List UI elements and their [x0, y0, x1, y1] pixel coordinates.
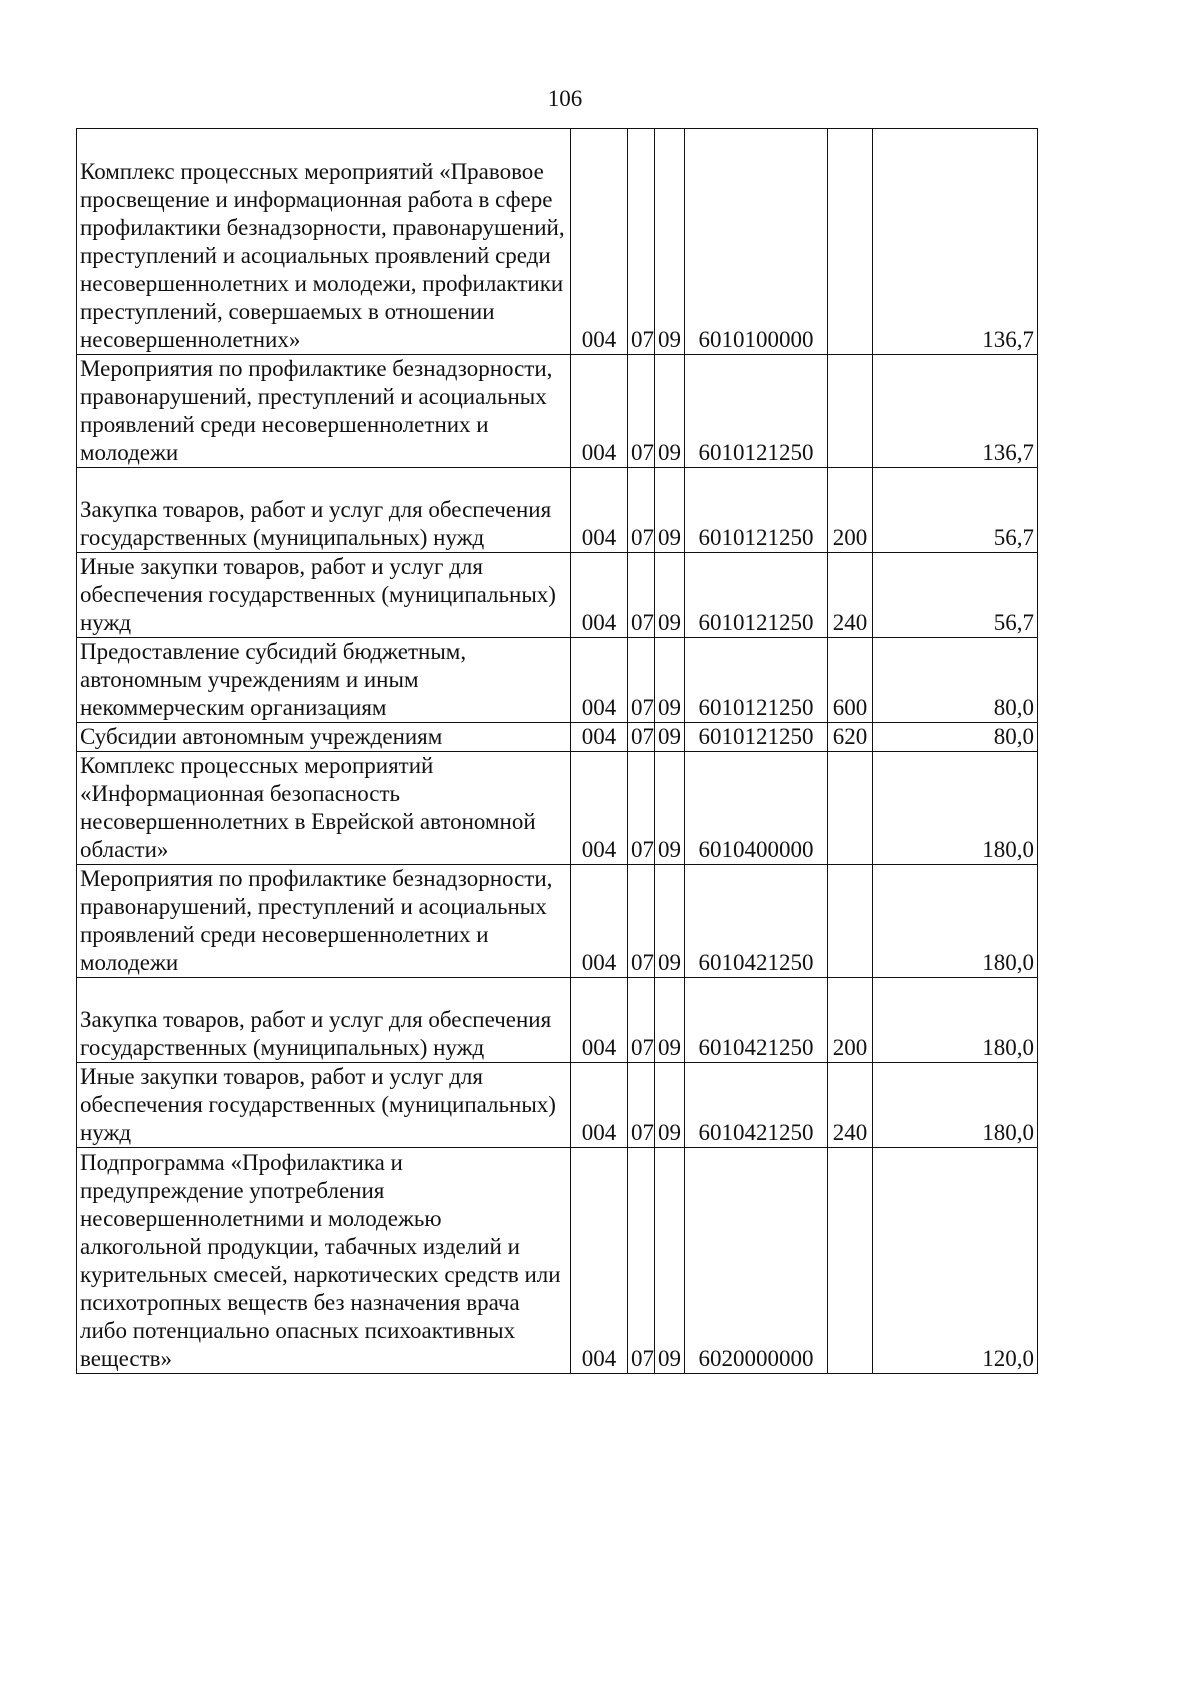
row-name-cell: Мероприятия по профилактике безнадзорности, правонарушений, преступлений и асоциальных проявлений среди несовершеннолетних и молодежи [77, 865, 571, 978]
expense-type-cell: 240 [828, 553, 873, 638]
ved-code-cell: 004 [571, 638, 628, 723]
amount-cell: 120,0 [873, 1148, 1038, 1374]
expense-type-cell [828, 129, 873, 355]
expense-type-cell: 620 [828, 723, 873, 752]
table-row [77, 553, 1038, 638]
row-name-cell: Закупка товаров, работ и услуг для обеспечения государственных (муниципальных) нужд [77, 978, 571, 1063]
expense-type-cell: 200 [828, 468, 873, 553]
ved-code-cell: 004 [571, 129, 628, 355]
amount-cell: 180,0 [873, 865, 1038, 978]
table-row [77, 978, 1038, 1063]
subsection-code-cell: 09 [655, 865, 685, 978]
ved-code-cell: 004 [571, 355, 628, 468]
amount-cell: 80,0 [873, 638, 1038, 723]
expense-type-cell: 200 [828, 978, 873, 1063]
row-name-cell: Подпрограмма «Профилактика и предупреждение употребления несовершеннолетними и молодежью алкогольной продукции, табачных изделий и курительных смесей, наркотических средств или психотропных веществ без назначения врача либо потенциально опасных психоактивных веществ» [77, 1148, 571, 1374]
expense-type-cell [828, 865, 873, 978]
target-article-cell: 6010121250 [685, 638, 828, 723]
row-name-cell: Комплекс процессных мероприятий «Правовое просвещение и информационная работа в сфере профилактики безнадзорности, правонарушений, преступлений и асоциальных проявлений среди несовершеннолетних и молодежи, профилактики преступлений, совершаемых в отношении несовершеннолетних» [77, 129, 571, 355]
subsection-code-cell: 09 [655, 752, 685, 865]
section-code-cell: 07 [628, 638, 655, 723]
amount-cell: 180,0 [873, 978, 1038, 1063]
ved-code-cell: 004 [571, 468, 628, 553]
target-article-cell: 6010121250 [685, 723, 828, 752]
section-code-cell: 07 [628, 723, 655, 752]
expense-type-cell: 600 [828, 638, 873, 723]
target-article-cell: 6010121250 [685, 553, 828, 638]
table-row [77, 468, 1038, 553]
section-code-cell: 07 [628, 1148, 655, 1374]
subsection-code-cell: 09 [655, 129, 685, 355]
target-article-cell: 6010421250 [685, 978, 828, 1063]
expense-type-cell: 240 [828, 1063, 873, 1148]
section-code-cell: 07 [628, 752, 655, 865]
row-name-cell: Предоставление субсидий бюджетным, автономным учреждениям и иным некоммерческим организациям [77, 638, 571, 723]
target-article-cell: 6010400000 [685, 752, 828, 865]
amount-cell: 56,7 [873, 553, 1038, 638]
table-row [77, 638, 1038, 723]
row-name-cell: Закупка товаров, работ и услуг для обеспечения государственных (муниципальных) нужд [77, 468, 571, 553]
subsection-code-cell: 09 [655, 638, 685, 723]
subsection-code-cell: 09 [655, 553, 685, 638]
target-article-cell: 6010121250 [685, 468, 828, 553]
subsection-code-cell: 09 [655, 978, 685, 1063]
section-code-cell: 07 [628, 129, 655, 355]
target-article-cell: 6010421250 [685, 1063, 828, 1148]
subsection-code-cell: 09 [655, 1063, 685, 1148]
section-code-cell: 07 [628, 468, 655, 553]
expense-type-cell [828, 752, 873, 865]
table-row [77, 865, 1038, 978]
table-row [77, 129, 1038, 355]
row-name-cell: Комплекс процессных мероприятий «Информационная безопасность несовершеннолетних в Еврейской автономной области» [77, 752, 571, 865]
ved-code-cell: 004 [571, 1148, 628, 1374]
table-row [77, 723, 1038, 752]
table-row [77, 1063, 1038, 1148]
target-article-cell: 6010121250 [685, 355, 828, 468]
expense-type-cell [828, 1148, 873, 1374]
amount-cell: 136,7 [873, 129, 1038, 355]
table-row [77, 752, 1038, 865]
ved-code-cell: 004 [571, 553, 628, 638]
ved-code-cell: 004 [571, 1063, 628, 1148]
expense-type-cell [828, 355, 873, 468]
ved-code-cell: 004 [571, 865, 628, 978]
row-name-cell: Субсидии автономным учреждениям [77, 723, 571, 752]
subsection-code-cell: 09 [655, 468, 685, 553]
amount-cell: 180,0 [873, 1063, 1038, 1148]
ved-code-cell: 004 [571, 752, 628, 865]
table-row [77, 1148, 1038, 1374]
ved-code-cell: 004 [571, 978, 628, 1063]
section-code-cell: 07 [628, 553, 655, 638]
target-article-cell: 6010421250 [685, 865, 828, 978]
subsection-code-cell: 09 [655, 355, 685, 468]
amount-cell: 180,0 [873, 752, 1038, 865]
amount-cell: 136,7 [873, 355, 1038, 468]
row-name-cell: Иные закупки товаров, работ и услуг для обеспечения государственных (муниципальных) нужд [77, 553, 571, 638]
ved-code-cell: 004 [571, 723, 628, 752]
page-number: 106 [547, 86, 583, 111]
amount-cell: 80,0 [873, 723, 1038, 752]
subsection-code-cell: 09 [655, 1148, 685, 1374]
row-name-cell: Иные закупки товаров, работ и услуг для обеспечения государственных (муниципальных) нужд [77, 1063, 571, 1148]
target-article-cell: 6010100000 [685, 129, 828, 355]
table-row [77, 355, 1038, 468]
subsection-code-cell: 09 [655, 723, 685, 752]
budget-table [76, 128, 1038, 1374]
section-code-cell: 07 [628, 865, 655, 978]
amount-cell: 56,7 [873, 468, 1038, 553]
section-code-cell: 07 [628, 978, 655, 1063]
section-code-cell: 07 [628, 355, 655, 468]
section-code-cell: 07 [628, 1063, 655, 1148]
row-name-cell: Мероприятия по профилактике безнадзорности, правонарушений, преступлений и асоциальных проявлений среди несовершеннолетних и молодежи [77, 355, 571, 468]
target-article-cell: 6020000000 [685, 1148, 828, 1374]
